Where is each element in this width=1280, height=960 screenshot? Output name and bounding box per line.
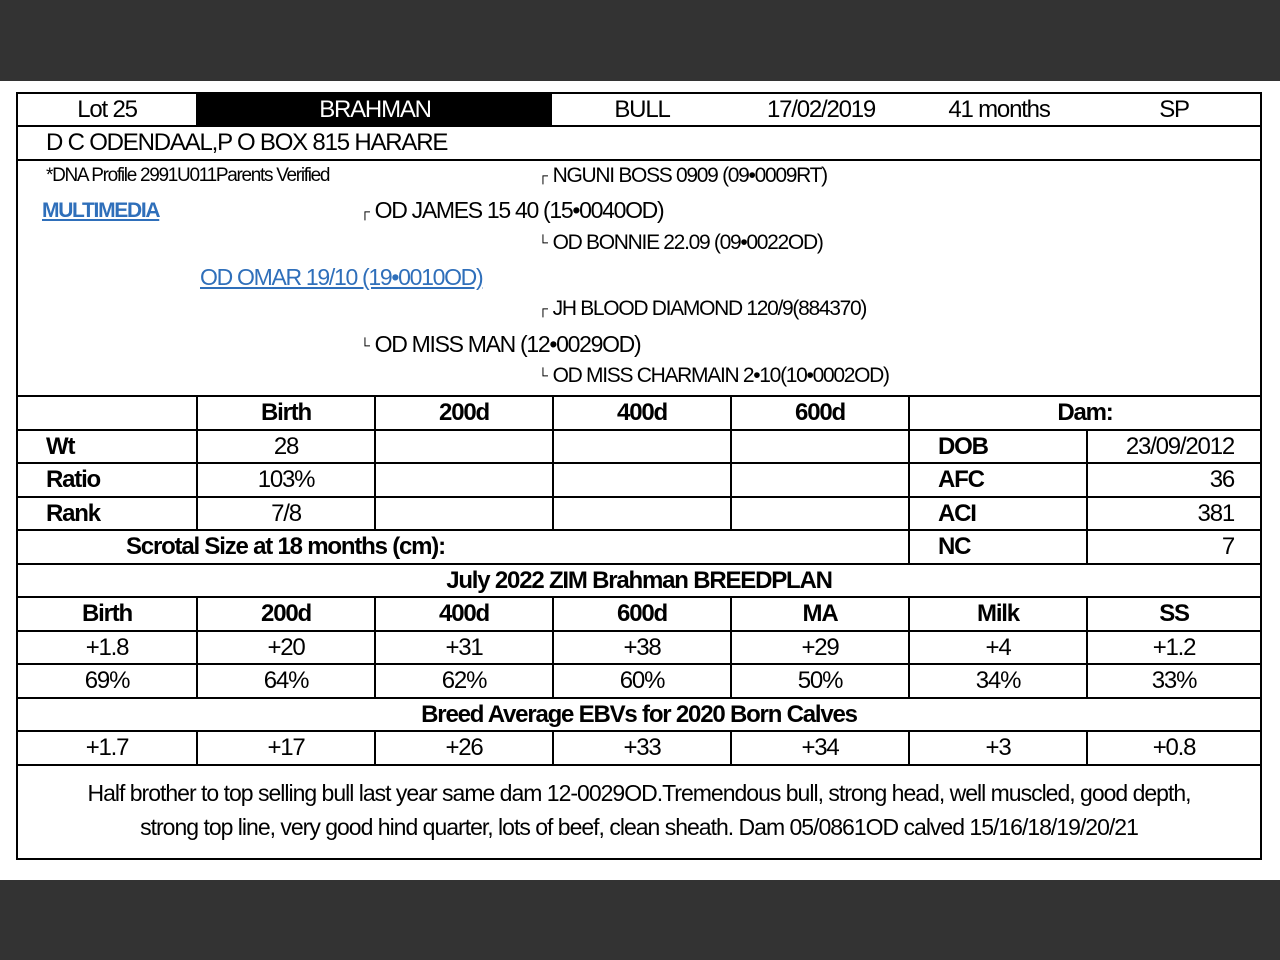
pedigree-sire (360, 197, 663, 224)
breeder-row (18, 127, 1260, 161)
avg-birth: +1.7 (85, 734, 129, 761)
rank-600d (730, 498, 908, 529)
breed-label: BRAHMAN (196, 94, 552, 125)
perf-header-200d: 200d (374, 397, 552, 429)
ebv-400d: +31 (374, 632, 552, 663)
avg-200d: +17 (196, 732, 374, 764)
bracket-top-icon: ┌ (360, 203, 369, 219)
acc-ss: 33% (1086, 665, 1260, 697)
scrotal-size-label: Scrotal Size at 18 months (cm): (126, 533, 445, 560)
dam-value-dob: 23/09/2012 (1086, 431, 1260, 462)
comments-section (18, 762, 1260, 858)
dam-value-aci: 381 (1086, 498, 1260, 529)
table-row (18, 431, 1260, 464)
ratio-200d (374, 464, 552, 496)
sire-sire-name: NGUNI BOSS 0909 (09•0009RT) (552, 164, 827, 187)
rank-200d (374, 498, 552, 529)
avg-milk: +3 (908, 732, 1086, 764)
rank-400d (552, 498, 730, 529)
row-label: Wt (46, 432, 75, 460)
acc-200d: 64% (196, 665, 374, 697)
ebv-header-ss: SS (1086, 598, 1260, 630)
dam-value-nc: 7 (1086, 531, 1260, 563)
pedigree-dam-sire (538, 297, 866, 321)
wt-birth: 28 (196, 431, 374, 462)
ebv-header-milk: Milk (908, 598, 1086, 630)
breed-average-row (18, 732, 1260, 766)
animal-name-link[interactable]: OD OMAR 19/10 (19•0010OD) (200, 264, 483, 290)
dam-title: Dam: (908, 397, 1260, 429)
avg-ma: +34 (730, 732, 908, 764)
bracket-top-icon: ┌ (538, 167, 547, 183)
performance-header-row (18, 397, 1260, 431)
ebv-200d: +20 (196, 632, 374, 663)
lot-number: Lot 25 (77, 95, 137, 123)
ebv-milk: +4 (908, 632, 1086, 663)
comments-line-2: strong top line, very good hind quarter, lots of beef, clean sheath. Dam 05/0861OD calved 15/16/18/19/20/21 (140, 814, 1138, 840)
breed-average-title-row (18, 699, 1260, 732)
ebv-header-200d: 200d (196, 598, 374, 630)
avg-ss: +0.8 (1086, 732, 1260, 764)
row-label: Ratio (46, 466, 101, 493)
birth-date: 17/02/2019 (766, 95, 876, 123)
breedplan-title-row (18, 565, 1260, 598)
ebv-header-600d: 600d (552, 598, 730, 630)
dam-value-afc: 36 (1086, 464, 1260, 496)
ebv-ss: +1.2 (1086, 632, 1260, 663)
ebv-header-ma: MA (730, 598, 908, 630)
acc-400d: 62% (374, 665, 552, 697)
ratio-birth: 103% (196, 464, 374, 496)
rank-birth: 7/8 (196, 498, 374, 529)
sire-dam-name: OD BONNIE 22.09 (09•0022OD) (552, 231, 823, 254)
acc-birth: 69% (84, 667, 130, 694)
pedigree-dam-dam (538, 364, 889, 388)
lot-card (16, 92, 1262, 860)
comments-line-1: Half brother to top selling bull last year same dam 12-0029OD.Tremendous bull, strong head, well muscled, good depth, (87, 780, 1191, 806)
row-label: Rank (46, 499, 100, 527)
scrotal-row (18, 531, 1260, 565)
acc-milk: 34% (908, 665, 1086, 697)
avg-600d: +33 (552, 732, 730, 764)
perf-header-400d: 400d (552, 397, 730, 429)
pedigree-section (18, 161, 1260, 397)
accuracy-row (18, 665, 1260, 699)
ebv-header-400d: 400d (374, 598, 552, 630)
bracket-top-icon: ┌ (538, 300, 547, 316)
dam-label-dob: DOB (908, 431, 1086, 462)
bracket-bottom-icon: └ (538, 234, 547, 250)
acc-600d: 60% (552, 665, 730, 697)
breedplan-title: July 2022 ZIM Brahman BREEDPLAN (446, 566, 832, 594)
age-label: 41 months (948, 95, 1050, 123)
dam-label-afc: AFC (908, 464, 1086, 496)
ebv-600d: +38 (552, 632, 730, 663)
sire-name: OD JAMES 15 40 (15•0040OD) (374, 197, 664, 223)
table-row (18, 498, 1260, 531)
dam-label-nc: NC (908, 531, 1086, 563)
ebv-ma: +29 (730, 632, 908, 663)
dam-sire-name: JH BLOOD DIAMOND 120/9(884370) (552, 297, 867, 320)
bracket-bottom-icon: └ (538, 367, 547, 383)
multimedia-link[interactable]: MULTIMEDIA (42, 199, 160, 222)
wt-600d (730, 431, 908, 462)
perf-header-birth: Birth (196, 397, 374, 429)
dam-name: OD MISS MAN (12•0029OD) (374, 331, 641, 357)
dam-label-aci: ACI (908, 498, 1086, 529)
pedigree-sire-dam (538, 231, 823, 255)
perf-header-600d: 600d (730, 397, 908, 429)
wt-400d (552, 431, 730, 462)
page-background (0, 81, 1280, 880)
ratio-600d (730, 464, 908, 496)
type-label: SP (1159, 95, 1189, 123)
ratio-400d (552, 464, 730, 496)
header-row (18, 94, 1260, 127)
avg-400d: +26 (374, 732, 552, 764)
wt-200d (374, 431, 552, 462)
pedigree-dam (360, 331, 640, 358)
ebv-row (18, 632, 1260, 665)
dna-profile: *DNA Profile 2991U011Parents Verified (46, 165, 330, 186)
bracket-bottom-icon: └ (360, 337, 369, 353)
ebv-birth: +1.8 (85, 633, 129, 661)
sex-label: BULL (614, 95, 670, 123)
ebv-header-birth: Birth (82, 600, 132, 627)
breeder-address: D C ODENDAAL,P O BOX 815 HARARE (46, 129, 448, 156)
acc-ma: 50% (730, 665, 908, 697)
table-row (18, 464, 1260, 498)
breed-average-title: Breed Average EBVs for 2020 Born Calves (421, 700, 857, 728)
pedigree-sire-sire (538, 164, 827, 188)
dam-dam-name: OD MISS CHARMAIN 2•10(10•0002OD) (552, 364, 889, 387)
breedplan-header-row (18, 598, 1260, 632)
